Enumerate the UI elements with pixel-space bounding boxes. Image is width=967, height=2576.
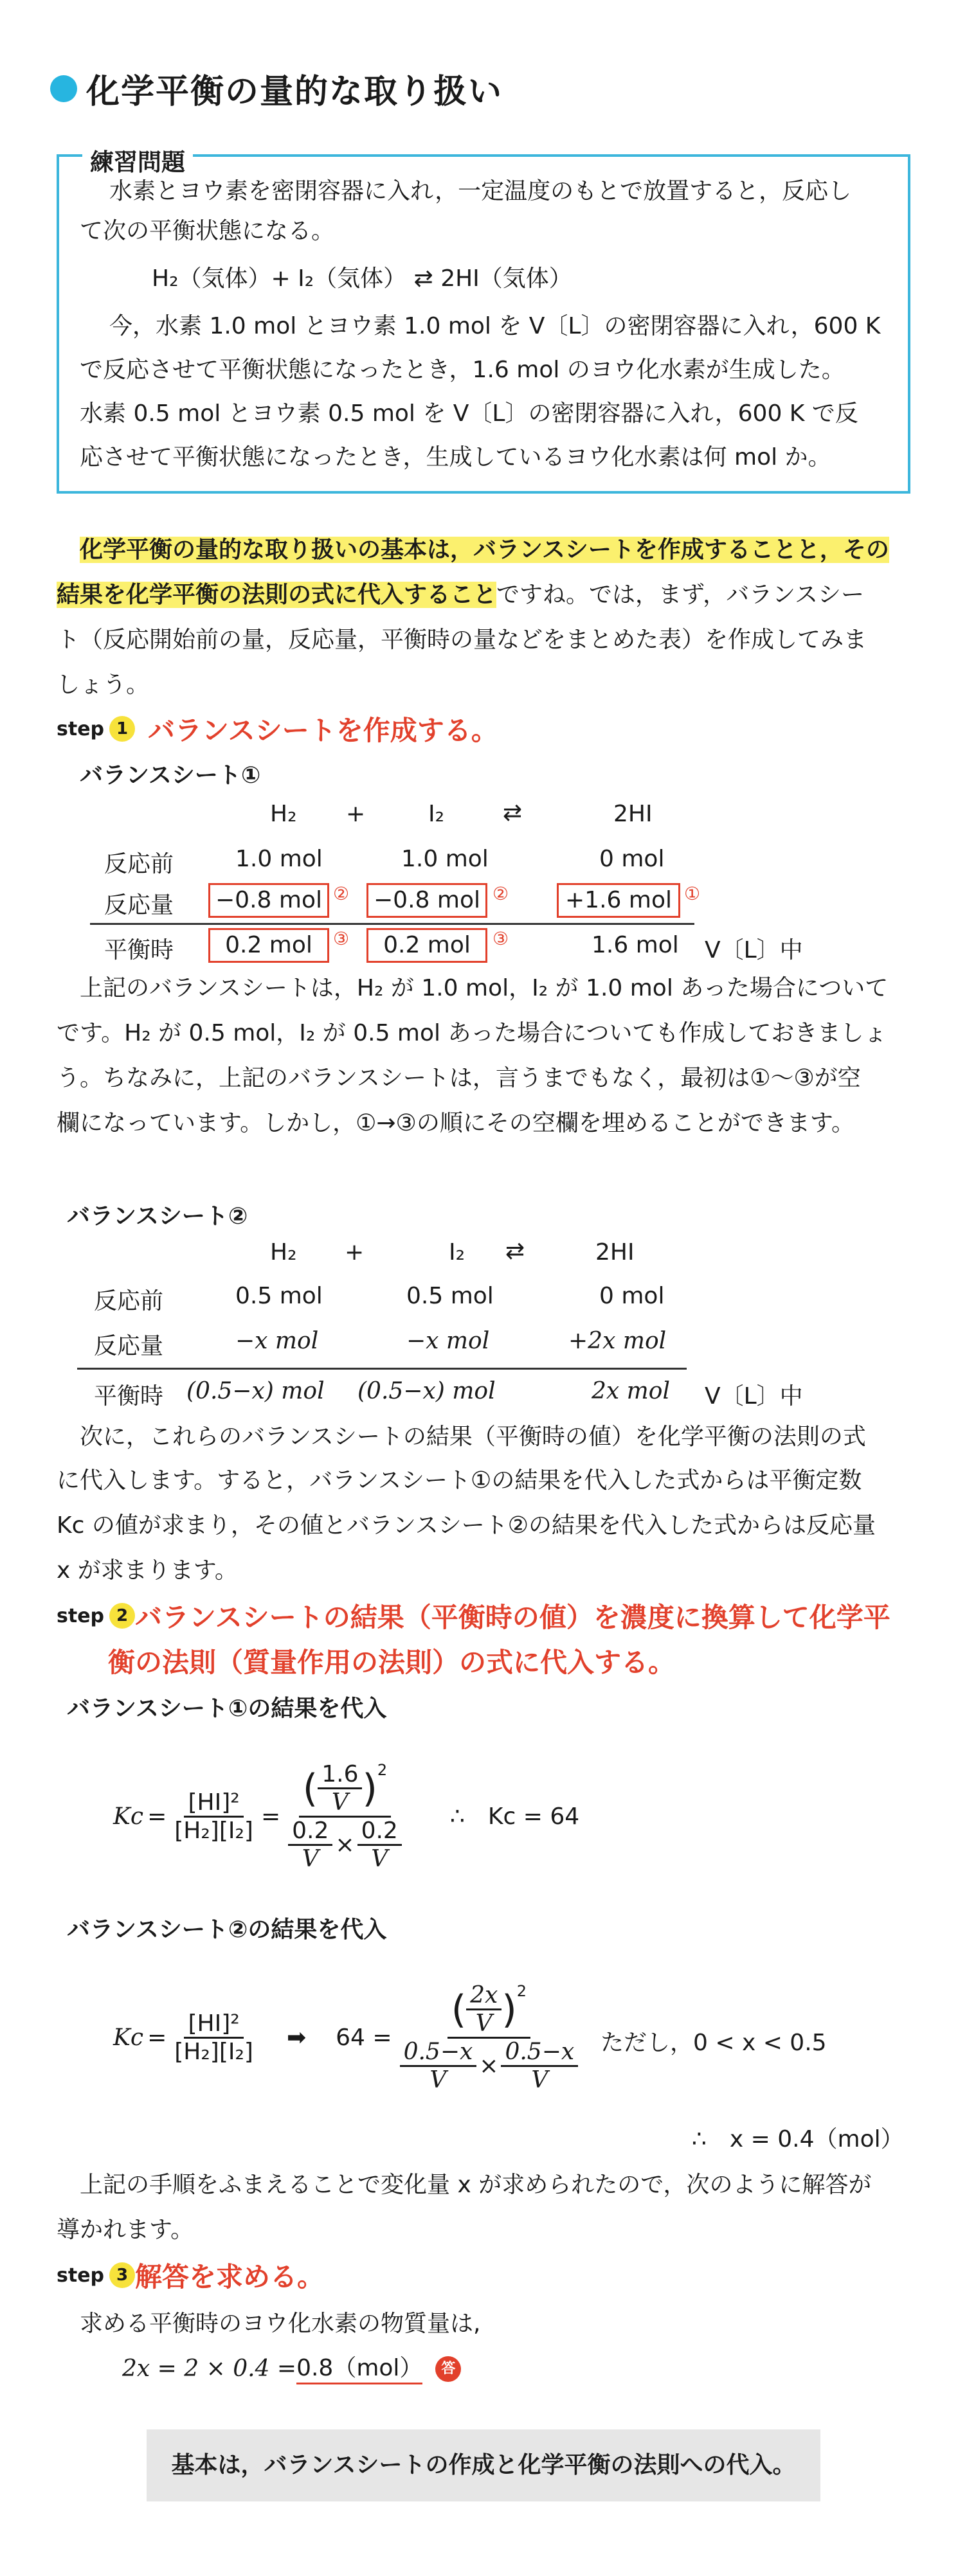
eq1-value-denominator [284, 1818, 406, 1872]
bs2-change-label: 反応量 [94, 1333, 164, 1359]
bs1-eq-i2-mark: ③ [493, 928, 509, 949]
eq2-value-denominator [396, 2039, 583, 2093]
bs1-plus: + [346, 801, 366, 827]
bs2-plus: + [345, 1239, 365, 1266]
bullet-circle-icon [50, 75, 77, 102]
intro-line-1 [80, 531, 889, 569]
intro-line-2 [57, 576, 864, 614]
sub1-title: バランスシート①の結果を代入 [67, 1695, 387, 1722]
eq2-kc: Kc [113, 2025, 144, 2051]
intro-highlight-1: 化学平衡の量的な取り扱いの基本は，バランスシートを作成することと，その [80, 537, 889, 563]
eq1-inner-den: V [331, 1789, 348, 1816]
bs1-arrow: ⇄ [503, 800, 523, 826]
eq2-d2-den: V [531, 2067, 548, 2093]
para1-line-3: う。ちなみに，上記のバランスシートは，言うまでもなく，最初は①〜③が空 [57, 1065, 861, 1091]
eq2-d2-num: 0.5−x [501, 2039, 578, 2067]
eq2-inner-den: V [475, 2010, 493, 2037]
right-arrow-icon: ➡ [286, 2025, 307, 2051]
bs1-change-i2: −0.8 mol [366, 883, 487, 918]
bs2-i2: I₂ [449, 1239, 465, 1266]
eq1-square: 2 [377, 1761, 388, 1779]
eq1-value-fraction [284, 1761, 406, 1872]
step-1-badge [57, 716, 135, 742]
eq1-d1-num: 0.2 [288, 1818, 332, 1846]
answer-line [122, 2350, 461, 2388]
answer-intro: 求める平衡時のヨウ化水素の物質量は, [80, 2311, 481, 2337]
eq2-condition: ただし，0 < x < 0.5 [601, 2030, 827, 2056]
bs2-eq-volume: V〔L〕中 [705, 1383, 803, 1409]
section-heading [50, 64, 503, 112]
para1-line-2: です。H₂ が 0.5 mol，I₂ が 0.5 mol あった場合についても作成しておきましょ [57, 1020, 887, 1046]
bs1-before-label: 反応前 [104, 851, 174, 877]
bs2-eq-label: 平衡時 [94, 1383, 164, 1409]
balance-sheet-1-title: バランスシート① [80, 762, 261, 789]
step-1-label: step [57, 717, 105, 740]
step-3-badge [57, 2262, 135, 2288]
bs2-h2: H₂ [270, 1239, 297, 1266]
eq2-square: 2 [516, 1982, 527, 2000]
step-3-title: 解答を求める。 [135, 2261, 325, 2293]
bs2-change-i2: −x mol [406, 1328, 490, 1354]
step-2-number: 2 [109, 1603, 135, 1629]
bs1-eq-volume: V〔L〕中 [705, 937, 803, 963]
bs1-change-hi-mark: ① [684, 883, 701, 904]
summary-box: 基本は，バランスシートの作成と化学平衡の法則への代入。 [147, 2429, 820, 2501]
bs1-change-i2-mark: ② [493, 883, 509, 904]
eq2-times: × [479, 2053, 499, 2079]
eq2-inner-num: 2x [466, 1982, 502, 2010]
step-3-label: step [57, 2264, 105, 2287]
para1-line-4: 欄になっています。しかし，①→③の順にその空欄を埋めることができます。 [57, 1110, 854, 1136]
eq2-d1-den: V [429, 2067, 447, 2093]
bs1-eq-hi: 1.6 mol [592, 932, 679, 958]
step-3-number: 3 [109, 2262, 135, 2288]
bs1-eq-i2: 0.2 mol [366, 928, 487, 963]
bs1-before-h2: 1.0 mol [235, 846, 323, 872]
bs2-eq-h2: (0.5−x) mol [186, 1378, 325, 1404]
eq1-equals-2: = [260, 1803, 281, 1830]
eq1-d1 [288, 1818, 332, 1872]
bs1-change-h2: −0.8 mol [208, 883, 329, 918]
intro-highlight-2: 結果を化学平衡の法則の式に代入すること [57, 582, 497, 608]
eq2-main-fraction [170, 2010, 257, 2065]
intro-line-4: しょう。 [57, 672, 150, 698]
bs2-divider [77, 1368, 687, 1370]
practice-line-5: で反応させて平衡状態になったとき，1.6 mol のヨウ化水素が生成した。 [80, 357, 845, 383]
step-1-number: 1 [109, 716, 135, 742]
answer-expression: 2x = 2 × 0.4 = [122, 2356, 297, 2382]
eq1-main-fraction [170, 1789, 257, 1844]
practice-line-7: 応させて平衡状態になったとき，生成しているヨウ化水素は何 mol か。 [80, 444, 831, 470]
para3-line-2: 導かれます。 [57, 2217, 194, 2243]
step-2-title-1: バランスシートの結果（平衡時の値）を濃度に換算して化学平 [135, 1602, 890, 1633]
para3-line-1: 上記の手順をふまえることで変化量 x が求められたので，次のように解答が [80, 2172, 872, 2198]
bs1-before-hi: 0 mol [599, 846, 665, 872]
eq1-value-numerator: ( $\frac{1.6}{V}$ ) $^2$ [299, 1761, 391, 1818]
eq1-times: × [335, 1832, 355, 1858]
eq1-kc: Kc [113, 1803, 144, 1830]
bs2-change-hi: +2x mol [568, 1328, 667, 1354]
step-2-title-2: 衡の法則（質量作用の法則）の式に代入する。 [108, 1647, 676, 1678]
bs1-eq-label: 平衡時 [104, 937, 174, 963]
eq1-result: ∴ Kc = 64 [450, 1803, 580, 1830]
bs1-eq-h2-mark: ③ [333, 928, 350, 949]
sub2-title: バランスシート②の結果を代入 [67, 1917, 387, 1943]
eq2-d1-num: 0.5−x [400, 2039, 477, 2067]
bs2-before-h2: 0.5 mol [235, 1283, 323, 1309]
bs2-hi: 2HI [595, 1239, 635, 1266]
bs1-h2: H₂ [270, 801, 297, 827]
bs1-divider [90, 923, 694, 925]
bs2-before-hi: 0 mol [599, 1283, 665, 1309]
eq2-value-fraction [396, 1982, 583, 2093]
eq2-numerator: [HI]² [184, 2010, 243, 2039]
para2-line-3: Kc の値が求まり，その値とバランスシート②の結果を代入した式からは反応量 [57, 1512, 876, 1539]
bs1-change-label: 反応量 [104, 892, 174, 918]
eq1-denominator: [H₂][I₂] [174, 1818, 253, 1844]
eq2-inner-fraction [466, 1982, 502, 2037]
eq1-equals: = [147, 1803, 167, 1830]
eq1-d2 [357, 1818, 402, 1872]
eq1-inner-fraction [318, 1761, 362, 1816]
bs2-eq-i2: (0.5−x) mol [357, 1378, 496, 1404]
eq1-d2-den: V [371, 1846, 388, 1872]
para1-line-1: 上記のバランスシートは，H₂ が 1.0 mol，I₂ が 1.0 mol あった場合について [80, 975, 889, 1001]
intro-line-3: ト（反応開始前の量，反応量，平衡時の量などをまとめた表）を作成してみま [57, 627, 867, 653]
eq1-d1-den: V [302, 1846, 319, 1872]
answer-value: 0.8（mol） [296, 2354, 422, 2384]
practice-line-1: 水素とヨウ素を密閉容器に入れ，一定温度のもとで放置すると，反応し [109, 178, 852, 204]
eq2-lhs: 64 = [336, 2025, 392, 2051]
bs2-eq-hi: 2x mol [592, 1378, 670, 1404]
bs1-i2: I₂ [428, 801, 445, 827]
bs2-before-label: 反応前 [94, 1288, 164, 1314]
heading-text: 化学平衡の量的な取り扱い [86, 73, 503, 111]
bs1-change-h2-mark: ② [333, 883, 350, 904]
step-1-title: バランスシートを作成する。 [148, 715, 498, 746]
eq2-value-numerator: ( $\frac{2x}{V}$ ) $^2$ [447, 1982, 530, 2039]
eq2-d1 [400, 2039, 477, 2093]
equation-2 [113, 1982, 582, 2093]
eq2-denominator: [H₂][I₂] [174, 2039, 253, 2065]
equation-1 [113, 1761, 406, 1872]
bs2-arrow: ⇄ [505, 1238, 525, 1264]
intro-rest-2: ですね。では，まず，バランスシー [496, 582, 865, 608]
bs1-change-hi: +1.6 mol [557, 883, 680, 918]
bs1-before-i2: 1.0 mol [401, 846, 489, 872]
practice-equation: H₂（気体）+ I₂（気体） ⇄ 2HI（気体） [152, 265, 572, 292]
eq2-d2 [501, 2039, 578, 2093]
bs2-change-h2: −x mol [235, 1328, 319, 1354]
step-2-label: step [57, 1604, 105, 1627]
eq1-numerator: [HI]² [184, 1789, 243, 1818]
practice-line-4: 今，水素 1.0 mol とヨウ素 1.0 mol を V〔L〕の密閉容器に入れ，600 K [109, 313, 881, 339]
bs1-hi: 2HI [613, 801, 653, 827]
practice-title: 練習問題 [82, 143, 193, 177]
eq1-d2-num: 0.2 [357, 1818, 402, 1846]
step-2-badge [57, 1603, 135, 1629]
balance-sheet-2-title: バランスシート② [67, 1203, 248, 1230]
eq2-equals: = [147, 2025, 167, 2051]
para2-line-2: に代入します。すると，バランスシート①の結果を代入した式からは平衡定数 [57, 1467, 862, 1494]
para2-line-1: 次に，これらのバランスシートの結果（平衡時の値）を化学平衡の法則の式 [80, 1424, 866, 1450]
bs2-before-i2: 0.5 mol [406, 1283, 494, 1309]
bs1-eq-h2: 0.2 mol [208, 928, 329, 963]
eq2-result: ∴ x = 0.4（mol） [692, 2126, 904, 2152]
practice-line-6: 水素 0.5 mol とヨウ素 0.5 mol を V〔L〕の密閉容器に入れ，600 K で反 [80, 400, 858, 427]
eq1-inner-num: 1.6 [318, 1761, 362, 1789]
practice-line-2: て次の平衡状態になる。 [80, 218, 335, 244]
answer-badge-icon: 答 [435, 2356, 461, 2382]
para2-line-4: x が求まります。 [57, 1557, 238, 1584]
